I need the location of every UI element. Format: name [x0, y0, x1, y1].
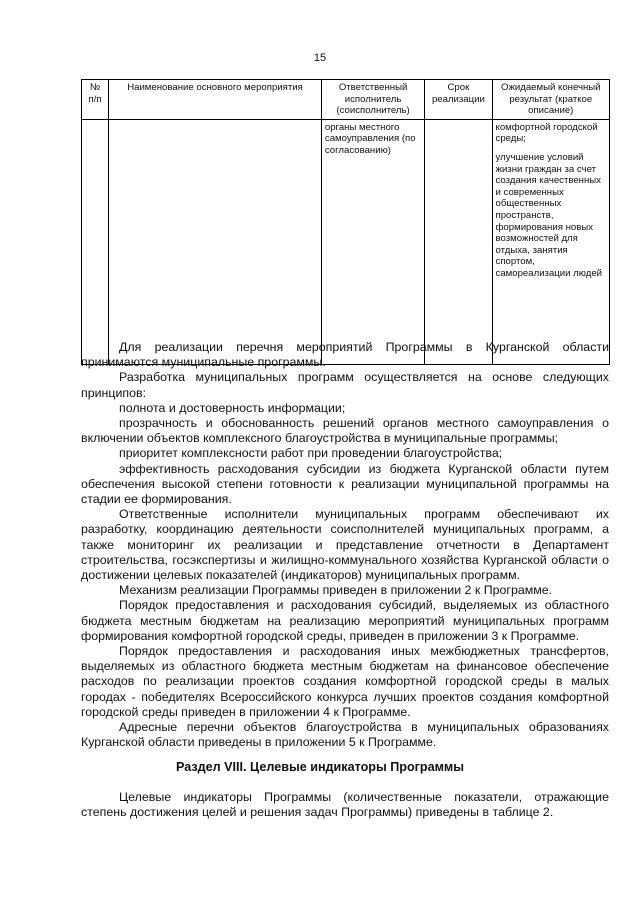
header-executor: Ответственный исполнитель (соисполнитель)	[321, 80, 424, 120]
result-text-2: улучшение условий жизни граждан за счет создания качественных и современных общественных пространств, формирования новых возможностей для отдыха, занятия спортом, самореализации людей	[495, 151, 603, 279]
paragraph: Адресные перечни объектов благоустройства в муниципальных образованиях Курганской области приведены в приложении 5 к Программе.	[81, 720, 609, 750]
paragraph: Целевые индикаторы Программы (количественные показатели, отражающие степень достижения целей и решения задач Программы) приведены в таблице 2.	[81, 790, 609, 820]
principle-item: приоритет комплексности работ при проведении благоустройства;	[119, 446, 503, 461]
table-header-row	[82, 80, 610, 120]
header-num: № п/п	[82, 80, 109, 120]
paragraph: Разработка муниципальных программ осуществляется на основе следующих принципов:	[81, 370, 609, 400]
cell-term	[425, 119, 492, 364]
principle-item: прозрачность и обоснованность решений органов местного самоуправления о включении объектов комплексного благоустройства в муниципальные программы;	[81, 416, 609, 446]
body-text	[81, 340, 609, 750]
table-row	[82, 119, 610, 364]
page-number: 15	[313, 52, 327, 64]
header-name: Наименование основного мероприятия	[109, 80, 322, 120]
paragraph: Для реализации перечня мероприятий Программы в Курганской области принимаются муниципальные программы.	[81, 340, 609, 370]
result-text-1: комфортной городской среды;	[495, 121, 598, 145]
section-body	[81, 790, 609, 820]
header-result: Ожидаемый конечный результат (краткое описание)	[492, 80, 609, 120]
principle-item: эффективность расходования субсидии из бюджета Курганской области путем обеспечения высокой степени готовности к реализации муниципальной программы на стадии ее формирования.	[81, 461, 609, 507]
paragraph: Механизм реализации Программы приведен в приложении 2 к Программе.	[119, 583, 553, 598]
header-term: Срок реализации	[425, 80, 492, 120]
paragraph: Порядок предоставления и расходования иных межбюджетных трансфертов, выделяемых из областного бюджета местным бюджетам на финансовое обеспечение расходов по реализации проектов создания комфортной городской среды в малых городах - победителях Всероссийского конкурса лучших проектов создания комфортной городской среды приведен в приложении 4 к Программе.	[81, 644, 609, 719]
cell-result	[492, 119, 609, 364]
cell-name	[109, 119, 322, 364]
cell-executor: органы местного самоуправления (по согласованию)	[321, 119, 424, 364]
cell-num	[82, 119, 109, 364]
section-heading: Раздел VIII. Целевые индикаторы Программы	[175, 760, 465, 774]
measures-table	[81, 79, 610, 365]
paragraph: Порядок предоставления и расходования субсидий, выделяемых из областного бюджета местным бюджетам на реализацию мероприятий муниципальных программ формирования комфортной городской среды, приведен в приложении 3 к Программе.	[81, 598, 609, 643]
principle-item: полнота и достоверность информации;	[119, 400, 346, 415]
paragraph: Ответственные исполнители муниципальных программ обеспечивают их разработку, координацию деятельности соисполнителей муниципальных программ, а также мониторинг их реализации и представление отчетности в Департамент строительства, госэкспертизы и жилищно-коммунального хозяйства Курганской области о достижении целевых показателей (индикаторов) муниципальных программ.	[81, 507, 609, 583]
